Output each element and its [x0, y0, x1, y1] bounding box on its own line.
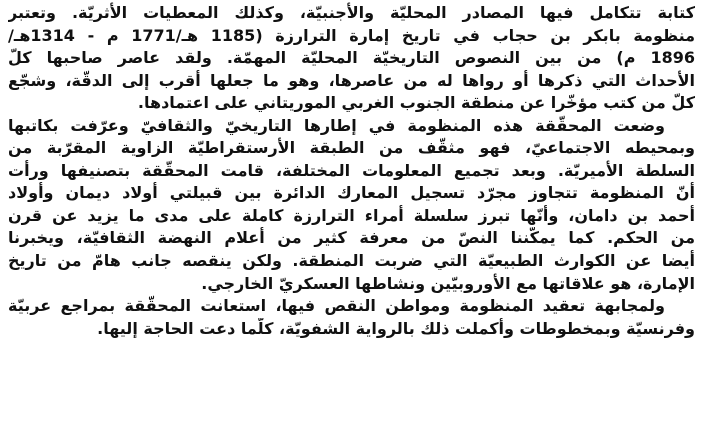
text-line: الإمارة، هو علاقاتها مع الأوروبيّين ونشاطها العسكريّ الخارجي. — [201, 273, 695, 293]
text-line: أيضا عن الكوارث الطبيعيّة التي ضربت المنطقة. ولكن ينقصه جانب هامّ من تاريخ — [8, 251, 695, 271]
text-line: كتابة تتكامل فيها المصادر المحليّة والأجنبيّة، وكذلك المعطيات الأثريّة. وتعتبر — [8, 3, 695, 22]
text-line: الأحداث التي ذكرها أو رواها له من عاصرها، وهو ما جعلها أقرب إلى الدقّة، وشجّع — [8, 70, 695, 90]
text-line: منظومة بابكر بن حجاب في تاريخ إمارة الترارزة (1185 هـ/1771 م - 1314هـ/ — [8, 25, 695, 45]
text-line: 1896 م) من بين النصوص التاريخيّة المحليّة المهمّة. ولقد عاصر صاحبها كلّ — [8, 48, 695, 68]
text-line: أنّ المنظومة تتجاوز مجرّد تسجيل المعارك الدائرة بين قبيلتي أولاد ديمان وأولاد — [8, 183, 695, 203]
text-line: السلطة الأميريّة. وبعد تجميع المعلومات المختلفة، قامت المحقّقة بتصنيفها ورأت — [8, 160, 695, 180]
text-line: كلّ من كتب مؤخّرا عن منطقة الجنوب الغربي الموريتاني على اعتمادها. — [137, 93, 695, 113]
text-line: وفرنسيّة وبمخطوطات وأكملت ذلك بالرواية الشفويّة، كلّما دعت الحاجة إليها. — [97, 318, 695, 338]
paragraph-1 — [8, 2, 695, 115]
text-line: وضعت المحقّقة هذه المنظومة في إطارها التاريخيّ والثقافيّ وعرّفت بكاتبها — [8, 115, 665, 135]
text-line: أحمد بن دامان، وأنّها تبرز سلسلة أمراء الترارزة كاملة على مدى ما يزيد عن قرن — [8, 205, 695, 225]
text-line: ولمجابهة تعقيد المنظومة ومواطن النقص فيها، استعانت المحقّقة بمراجع عربيّة — [8, 296, 665, 316]
text-line: من الحكم. كما يمكّننا النصّ من معرفة كثير من أعلام النهضة الثقافيّة، ويخبرنا — [8, 228, 695, 248]
paragraph-3 — [8, 295, 695, 340]
paragraph-2 — [8, 115, 695, 295]
text-line: وبمحيطه الاجتماعيّ، فهو مثقّف من الطبقة الأرستقراطيّة الزاوية المقرّبة من — [8, 138, 695, 158]
